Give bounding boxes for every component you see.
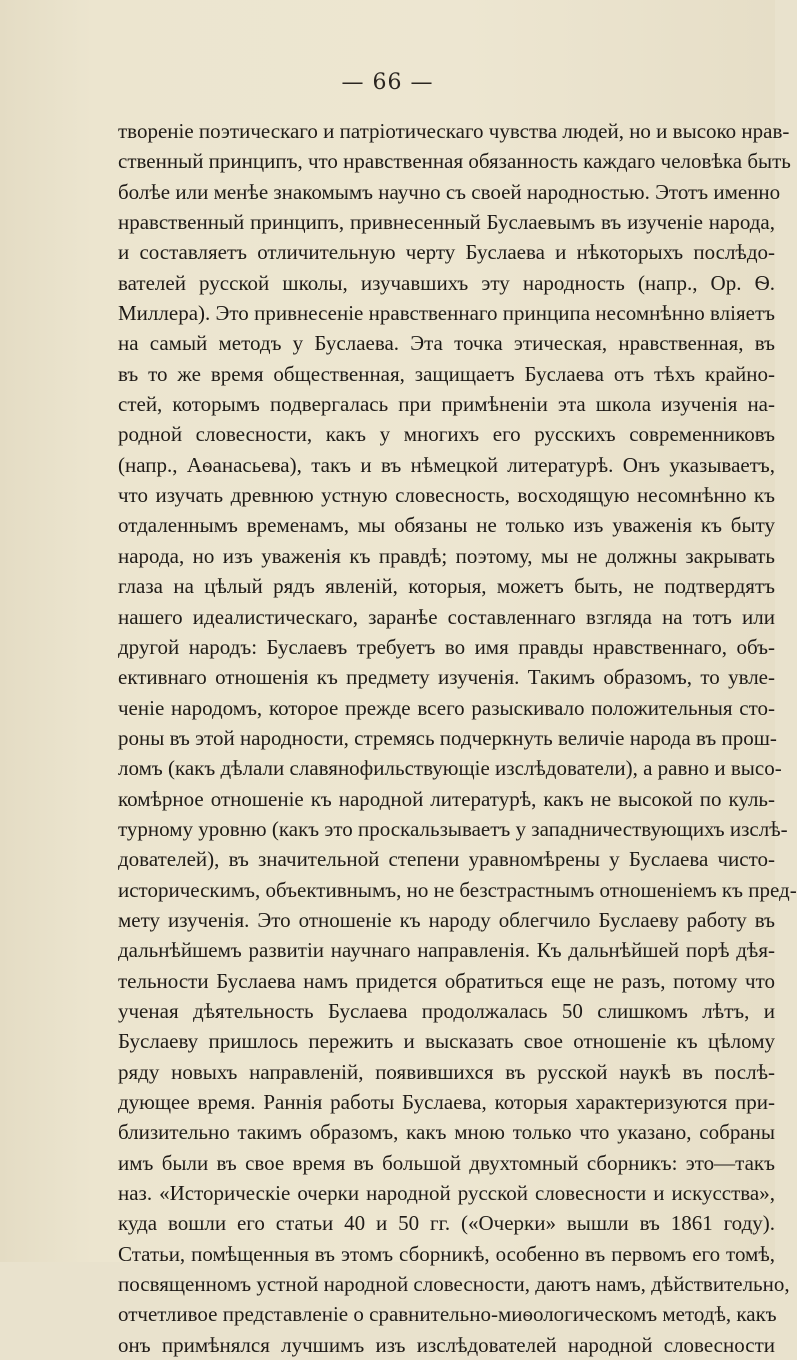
text-line: нравственный принципъ, привнесенный Буслаевымъ въ изученіе народа, bbox=[118, 210, 775, 235]
text-line: твореніе поэтическаго и патріотическаго чувства людей, но и высоко нрав- bbox=[118, 119, 790, 143]
text-line: имъ были въ свое время въ большой двухтомный сборникъ: это—такъ bbox=[118, 1150, 775, 1175]
text-line: (напр., Аѳанасьева), такъ и въ нѣмецкой литературѣ. Онъ указываетъ, bbox=[118, 452, 775, 477]
text-line: ученая дѣятельность Буслаева продолжалась 50 слишкомъ лѣтъ, и bbox=[118, 998, 775, 1023]
text-line: наз. «Историческіе очерки народной русской словесности и искусства», bbox=[118, 1181, 775, 1206]
text-line: и составляетъ отличительную черту Буслаева и нѣкоторыхъ послѣдо- bbox=[118, 240, 775, 265]
text-line: куда вошли его статьи 40 и 50 гг. («Очерки» вышли въ 1861 году). bbox=[118, 1211, 775, 1236]
text-line: ственный принципъ, что нравственная обязанность каждаго человѣка быть bbox=[118, 149, 791, 174]
text-line: отдаленнымъ временамъ, мы обязаны не только изъ уваженія къ быту bbox=[118, 513, 775, 538]
text-line: ективнаго отношенія къ предмету изученія. Такимъ образомъ, то увле- bbox=[118, 665, 775, 690]
text-line: вателей русской школы, изучавшихъ эту народность (напр., Ор. Ѳ. bbox=[118, 270, 775, 295]
text-line: дователей), въ значительной степени уравномѣрены у Буслаева чисто- bbox=[118, 847, 775, 872]
text-line: Статьи, помѣщенныя въ этомъ сборникѣ, особенно въ первомъ его томѣ, bbox=[118, 1241, 775, 1266]
text-line: Миллера). Это привнесеніе нравственнаго принципа несомнѣнно вліяетъ bbox=[118, 301, 775, 326]
text-line: онъ примѣнялся лучшимъ изъ изслѣдователей народной словесности bbox=[118, 1332, 775, 1357]
text-line: ряду новыхъ направленій, появившихся въ русской наукѣ въ послѣ- bbox=[118, 1059, 775, 1084]
text-line: народа, но изъ уваженія къ правдѣ; поэтому, мы не должны закрывать bbox=[118, 543, 775, 568]
text-line: Буслаеву пришлось пережить и высказать свое отношеніе къ цѣлому bbox=[118, 1029, 775, 1054]
page-number: — 66 — bbox=[341, 70, 434, 95]
text-line: тельности Буслаева намъ придется обратиться еще не разъ, потому что bbox=[118, 968, 775, 993]
text-line: комѣрное отношеніе къ народной литературѣ, какъ не высокой по куль- bbox=[118, 786, 775, 811]
text-line: дующее время. Раннія работы Буслаева, которыя характеризуются при- bbox=[118, 1090, 775, 1114]
text-line: отчетливое представленіе о сравнительно-миѳологическомъ методѣ, какъ bbox=[118, 1302, 777, 1327]
text-line: посвященномъ устной народной словесности, даютъ намъ, дѣйствительно, bbox=[118, 1272, 790, 1297]
text-line: болѣе или менѣе знакомымъ научно съ своей народностью. Этотъ именно bbox=[118, 179, 781, 204]
text-line: на самый методъ у Буслаева. Эта точка этическая, нравственная, въ bbox=[118, 331, 775, 356]
text-line: турному уровню (какъ это проскальзываетъ у западничествующихъ изслѣ- bbox=[118, 816, 788, 841]
text-line: въ то же время общественная, защищаетъ Буслаева отъ тѣхъ крайно- bbox=[118, 361, 775, 386]
text-line: родной словесности, какъ у многихъ его русскихъ современниковъ bbox=[118, 422, 775, 447]
text-line: глаза на цѣлый рядъ явленій, которыя, можетъ быть, не подтвердятъ bbox=[118, 574, 775, 599]
text-line: другой народъ: Буслаевъ требуетъ во имя правды нравственнаго, объ- bbox=[118, 634, 775, 659]
text-line: стей, которымъ подвергалась при примѣненіи эта школа изученія на- bbox=[118, 392, 775, 417]
text-line: роны въ этой народности, стремясь подчеркнуть величіе народа въ прош- bbox=[118, 725, 777, 750]
text-line: ченіе народомъ, которое прежде всего разыскивало положительныя сто- bbox=[118, 695, 775, 720]
text-line: близительно такимъ образомъ, какъ мною только что указано, собраны bbox=[118, 1120, 775, 1145]
text-line: что изучать древнюю устную словесность, восходящую несомнѣнно къ bbox=[118, 483, 775, 508]
text-line: ломъ (какъ дѣлали славянофильствующіе изслѣдователи), а равно и высо- bbox=[118, 756, 782, 781]
text-line: дальнѣйшемъ развитіи научнаго направленія. Къ дальнѣйшей порѣ дѣя- bbox=[118, 938, 775, 963]
text-line: историческимъ, объективнымъ, но не безстрастнымъ отношеніемъ къ пред- bbox=[118, 877, 797, 902]
text-line: мету изученія. Это отношеніе къ народу облегчило Буслаеву работу въ bbox=[118, 907, 775, 932]
text-line: нашего идеалистическаго, заранѣе составленнаго взгляда на тотъ или bbox=[118, 604, 775, 629]
body-text bbox=[118, 116, 797, 1360]
